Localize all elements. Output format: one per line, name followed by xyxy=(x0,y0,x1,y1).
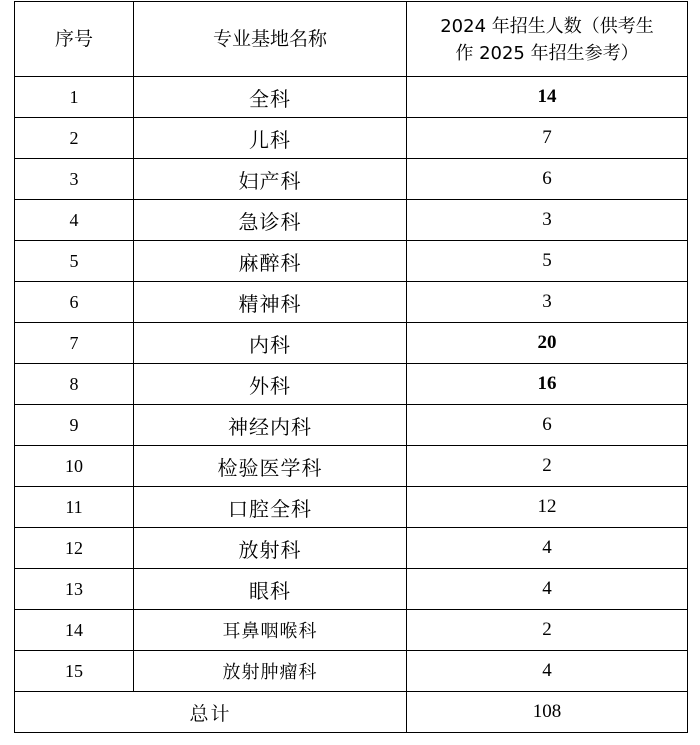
row-count: 6 xyxy=(407,405,688,446)
row-count: 5 xyxy=(407,241,688,282)
header-seq: 序号 xyxy=(15,2,134,77)
table-row xyxy=(15,118,688,159)
enrollment-table xyxy=(14,1,688,733)
row-name: 检验医学科 xyxy=(134,446,407,487)
header-name: 专业基地名称 xyxy=(134,2,407,77)
total-label: 总计 xyxy=(15,692,407,733)
row-name: 口腔全科 xyxy=(134,487,407,528)
row-seq: 1 xyxy=(15,77,134,118)
row-count: 16 xyxy=(407,364,688,405)
table-header xyxy=(15,2,688,77)
row-name: 放射科 xyxy=(134,528,407,569)
row-count: 4 xyxy=(407,651,688,692)
row-name: 外科 xyxy=(134,364,407,405)
row-name: 内科 xyxy=(134,323,407,364)
row-name: 耳鼻咽喉科 xyxy=(134,610,407,651)
table-body xyxy=(15,77,688,692)
row-seq: 3 xyxy=(15,159,134,200)
total-value: 108 xyxy=(407,692,688,733)
row-seq: 15 xyxy=(15,651,134,692)
row-seq: 4 xyxy=(15,200,134,241)
table-footer xyxy=(15,692,688,733)
row-seq: 2 xyxy=(15,118,134,159)
row-count: 4 xyxy=(407,569,688,610)
row-count: 14 xyxy=(407,77,688,118)
table-row xyxy=(15,487,688,528)
row-name: 麻醉科 xyxy=(134,241,407,282)
row-name: 妇产科 xyxy=(134,159,407,200)
table-row xyxy=(15,405,688,446)
row-seq: 8 xyxy=(15,364,134,405)
table-row xyxy=(15,364,688,405)
table-row xyxy=(15,446,688,487)
row-seq: 5 xyxy=(15,241,134,282)
table-row xyxy=(15,528,688,569)
row-seq: 11 xyxy=(15,487,134,528)
row-count: 3 xyxy=(407,282,688,323)
row-count: 20 xyxy=(407,323,688,364)
header-count xyxy=(407,2,688,77)
table-row xyxy=(15,651,688,692)
row-name: 儿科 xyxy=(134,118,407,159)
table-row xyxy=(15,159,688,200)
row-name: 眼科 xyxy=(134,569,407,610)
header-count-line2: 作 2025 年招生参考） xyxy=(455,43,639,64)
row-count: 12 xyxy=(407,487,688,528)
row-name: 急诊科 xyxy=(134,200,407,241)
row-name: 神经内科 xyxy=(134,405,407,446)
row-seq: 10 xyxy=(15,446,134,487)
table-row xyxy=(15,610,688,651)
row-count: 2 xyxy=(407,610,688,651)
row-seq: 14 xyxy=(15,610,134,651)
row-count: 7 xyxy=(407,118,688,159)
table-row xyxy=(15,569,688,610)
header-count-line1: 2024 年招生人数（供考生 xyxy=(440,16,654,37)
row-count: 2 xyxy=(407,446,688,487)
row-name: 放射肿瘤科 xyxy=(134,651,407,692)
table-row xyxy=(15,323,688,364)
row-count: 6 xyxy=(407,159,688,200)
row-seq: 13 xyxy=(15,569,134,610)
header-row xyxy=(15,2,688,77)
row-count: 4 xyxy=(407,528,688,569)
row-count: 3 xyxy=(407,200,688,241)
table-row xyxy=(15,200,688,241)
table-row xyxy=(15,77,688,118)
row-seq: 12 xyxy=(15,528,134,569)
table-row xyxy=(15,241,688,282)
row-name: 精神科 xyxy=(134,282,407,323)
table-row xyxy=(15,282,688,323)
total-row xyxy=(15,692,688,733)
row-seq: 6 xyxy=(15,282,134,323)
row-seq: 7 xyxy=(15,323,134,364)
row-seq: 9 xyxy=(15,405,134,446)
row-name: 全科 xyxy=(134,77,407,118)
